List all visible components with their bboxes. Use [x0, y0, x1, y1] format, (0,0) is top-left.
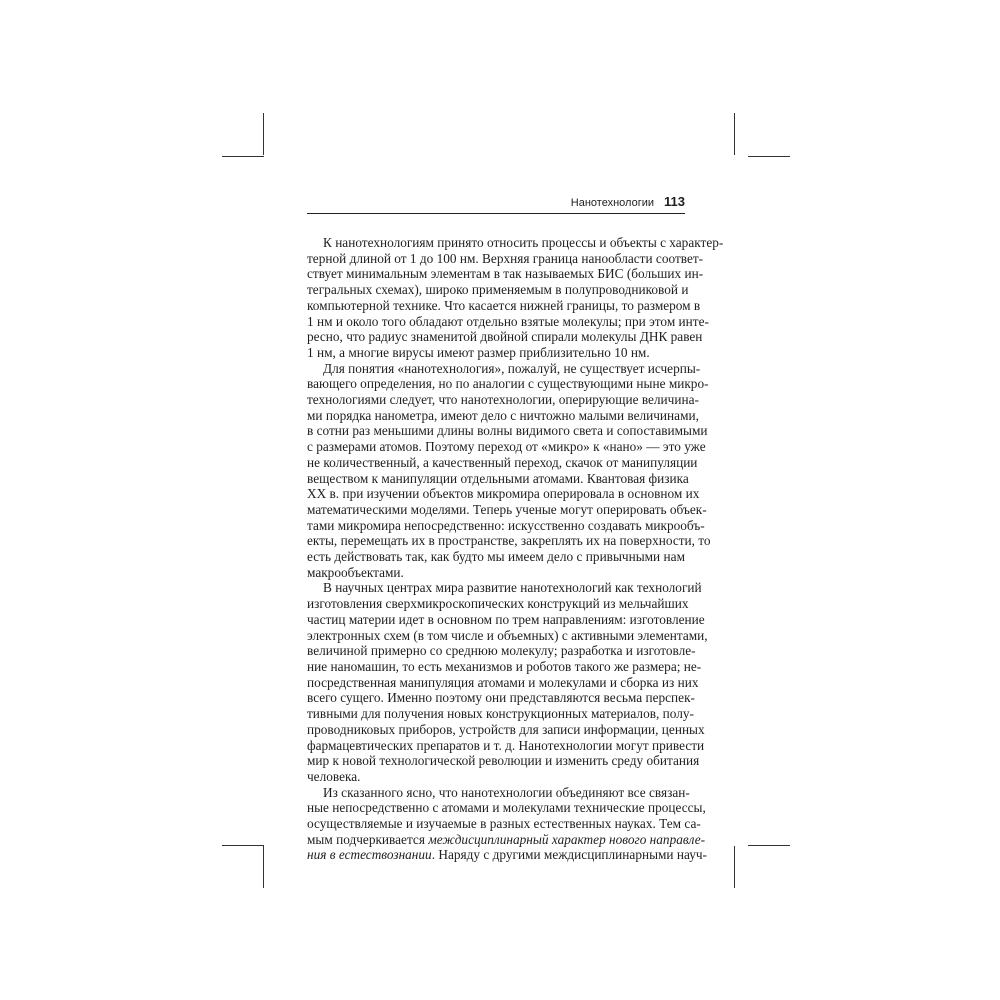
text-line: человека.	[307, 768, 361, 784]
text-line: частиц материи идет в основном по трем направлениям: изготовление	[307, 611, 705, 627]
text-line: терной длиной от 1 до 100 нм. Верхняя граница нанообласти соответ-	[307, 250, 704, 266]
text-line: ствует минимальным элементам в так называемых БИС (больших ин-	[307, 266, 704, 282]
text-line: есть действовать так, как будто мы имеем дело с привычными нам	[307, 549, 685, 565]
emphasis-text: междисциплинарный характер нового направле-	[428, 831, 706, 847]
crop-mark-top-left-vertical	[263, 113, 264, 155]
text-line: ные непосредственно с атомами и молекулами технические процессы,	[307, 800, 706, 816]
text-line: технологиями следует, что нанотехнологии, оперирующие величина-	[307, 392, 699, 408]
crop-mark-top-right-vertical	[734, 113, 735, 155]
emphasis-text: ния в естествознании	[307, 847, 432, 863]
text-line: 1 нм и около того обладают отдельно взятые молекулы; при этом инте-	[307, 313, 709, 329]
crop-mark-bottom-right-vertical	[734, 846, 735, 888]
text-line: тами микромира непосредственно: искусственно создавать микрообъ-	[307, 517, 705, 533]
paragraph-3	[307, 580, 708, 784]
line-suffix: . Наряду с другими междисциплинарными науч-	[431, 847, 707, 863]
text-line-with-emphasis	[307, 831, 706, 848]
text-line: изготовления сверхмикроскопических конструкций из мельчайших	[307, 596, 689, 612]
text-line: компьютерной технике. Что касается нижней границы, то размером в	[307, 297, 701, 313]
text-line: ресно, что радиус знаменитой двойной спирали молекулы ДНК равен	[307, 329, 703, 345]
crop-mark-top-right-horizontal	[748, 156, 790, 157]
text-line: математическими моделями. Теперь ученые могут оперировать объек-	[307, 501, 707, 517]
text-line: К нанотехнологиям принято относить процессы и объекты с характер-	[323, 235, 724, 250]
text-line: тегральных схемах), широко применяемым в полупроводниковой и	[307, 282, 689, 298]
text-line: Для понятия «нанотехнология», пожалуй, не существует исчерпы-	[323, 360, 701, 376]
crop-mark-bottom-left-vertical	[263, 846, 264, 888]
page-number: 113	[664, 194, 685, 209]
text-line: ми порядка нанометра, имеют дело с ничтожно малыми величинами,	[307, 407, 699, 423]
text-line: величиной примерно со среднюю молекулу; разработка и изготовле-	[307, 643, 696, 659]
text-line: с размерами атомов. Поэтому переход от «микро» к «нано» — это уже	[307, 439, 706, 455]
text-line: не количественный, а качественный переход, скачок от манипуляции	[307, 454, 698, 470]
text-line: фармацевтических препаратов и т. д. Нанотехнологии могут привести	[307, 737, 705, 753]
text-line: екты, перемещать их в пространстве, закреплять их на поверхности, то	[307, 533, 711, 549]
text-line: макрообъектами.	[307, 564, 404, 580]
paragraph-2	[307, 360, 711, 581]
text-line: в сотни раз меньшими длины волны видимого света и сопоставимыми	[307, 423, 708, 439]
text-line: веществом к манипуляции отдельными атомами. Квантовая физика	[307, 470, 689, 486]
body-text	[307, 235, 724, 863]
text-line: осуществляемые и изучаемые в разных естественных науках. Тем са-	[307, 816, 701, 832]
text-line: мир к новой технологической революции и изменить среду обитания	[307, 753, 700, 769]
text-line: всего сущего. Именно поэтому они представляются весьма перспек-	[307, 690, 695, 706]
crop-mark-bottom-right-horizontal	[748, 845, 790, 846]
header-rule	[307, 213, 685, 214]
text-line: посредственная манипуляция атомами и молекулами и сборка из них	[307, 674, 699, 690]
paragraph-1	[307, 235, 724, 361]
text-line: XX в. при изучении объектов микромира оперировала в основном их	[307, 486, 700, 502]
text-line: проводниковых приборов, устройств для записи информации, ценных	[307, 721, 705, 737]
paragraph-4	[307, 784, 707, 864]
running-head: Нанотехнологии	[570, 197, 655, 209]
crop-mark-bottom-left-horizontal	[222, 845, 264, 846]
crop-mark-top-left-horizontal	[222, 156, 264, 157]
text-line: ние наномашин, то есть механизмов и роботов такого же размера; не-	[307, 658, 702, 674]
text-line: тивными для получения новых конструкционных материалов, полу-	[307, 706, 694, 722]
line-prefix: мым подчеркивается	[307, 831, 429, 847]
text-line: 1 нм, а многие вирусы имеют размер приблизительно 10 нм.	[307, 344, 650, 360]
text-line-with-emphasis	[307, 847, 707, 863]
text-line: Из сказанного ясно, что нанотехнологии объединяют все связан-	[323, 784, 690, 800]
text-line: вающего определения, но по аналогии с существующими ныне микро-	[307, 376, 709, 392]
text-line: электронных схем (в том числе и объемных) с активными элементами,	[307, 627, 708, 643]
text-line: В научных центрах мира развитие нанотехнологий как технологий	[323, 580, 702, 596]
